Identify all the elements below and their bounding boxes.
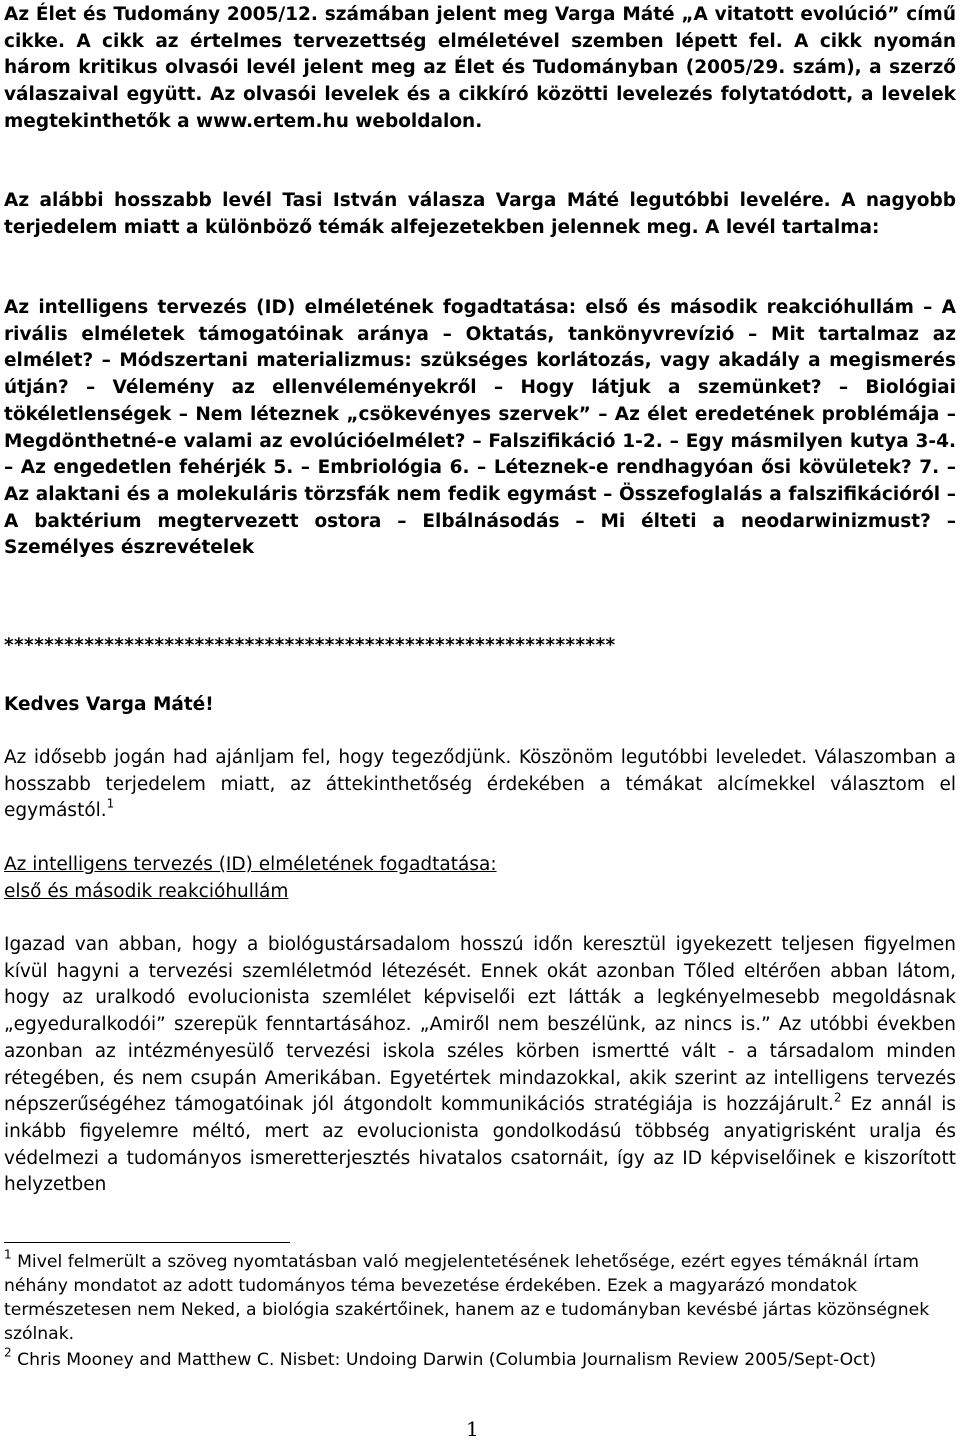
toc-item: A baktérium megtervezett ostora (4, 510, 382, 532)
toc-item: Személyes észrevételek (4, 537, 255, 559)
salutation: Kedves Varga Máté! (4, 694, 214, 715)
toc-item: Falszifikáció 1-2. (488, 430, 663, 452)
toc-separator: – (469, 457, 494, 479)
toc-item: Elbálnásodás (422, 510, 560, 532)
toc-item: Mit tartalmaz az elmélet? (4, 323, 956, 372)
footnote-divider (4, 1242, 290, 1243)
table-of-contents (4, 295, 956, 562)
toc-item: Mi élteti a neodarwinizmust? (600, 510, 931, 532)
intro-paragraph-2: Az alábbi hosszabb levél Tasi István válasza Varga Máté legutóbbi levelére. A nagyobb terjedelem miatt a különböző témák alfejezetekben jelennek meg. A levél tartalma: (4, 190, 956, 238)
toc-item: Léteznek-e rendhagyóan ősi kövületek? 7. (493, 457, 940, 479)
toc-item: Megdönthetné-e valami az evolúcióelmélet? (4, 430, 466, 452)
toc-separator: – (93, 350, 120, 372)
toc-separator: – (428, 323, 466, 345)
toc-item: Módszertani materializmus: szükséges korlátozás, vagy akadály a megismerés útján? (4, 350, 956, 399)
toc-separator: – (596, 483, 619, 505)
footnote-1-text: Mivel felmerült a szöveg nyomtatásban való megjelentetésének lehetősége, ezért egyes témáknál írtam néhány mondatot az adott tudományos téma bevezetése érdekében. Ezek a magyarázó mondatok természetesen nem Neked, a biológia szakértőinek, hanem az e tudományban kevésbé jártas közönségnek szólnak. (4, 1252, 930, 1344)
letter-paragraph-2-text-b: Ez annál is inkább figyelemre méltó, mert az evolucionista gondolkodású többség anyatigrisként uralja és védelmezi a tudományos ismeretterjesztés hivatalos csatornáit, így az ID képviselőinek e kiszorított helyzetben (4, 1094, 956, 1196)
footnote-1-number: 1 (4, 1247, 12, 1262)
toc-separator: – (559, 510, 601, 532)
toc-item: Összefoglalás a falszifikációról (618, 483, 941, 505)
section-heading-line-2: első és második reakcióhullám (4, 880, 289, 902)
toc-separator: – (734, 323, 772, 345)
toc-separator: – (171, 403, 196, 425)
toc-separator: – (4, 457, 21, 479)
footnote-ref-1: 1 (106, 797, 115, 812)
toc-separator: – (939, 457, 956, 479)
toc-item: Embriológia 6. (317, 457, 470, 479)
letter-paragraph-2 (4, 932, 956, 1199)
letter-paragraph-2-text-a: Igazad van abban, hogy a biológustársadalom hosszú időn keresztül igyekezett teljesen figyelmen kívül hagyni a tervezési szemléletmód létezését. Ennek okát azonban Tőled eltérően abban látom, hogy az uralkodó evolucionista szemlélet képviselői ezt látták a legkényelmesebb megoldásnak „egyeduralkodói” szerepük fenntartásához. „Amiről nem beszélünk, az nincs is.” Az utóbbi években azonban az intézményesülő tervezési iskola széles körben ismertté vált - a társadalom minden rétegében, és nem csupán Amerikában. Egyetértek mindazokkal, akik szerint az intelligens tervezés népszerűségéhez támogatóinak jól átgondolt kommunikációs stratégiája is hozzájárult. (4, 934, 956, 1116)
toc-separator: – (381, 510, 423, 532)
toc-item: Vélemény az ellenvéleményekről (112, 377, 477, 399)
footnote-1 (4, 1247, 956, 1346)
toc-separator: – (590, 403, 615, 425)
letter-paragraph-1-text: Az idősebb jogán had ajánljam fel, hogy tegeződjünk. Köszönöm legutóbbi leveledet. Válaszomban a hosszabb terjedelem miatt, az áttekinthetőség érdekében a témákat alcímekkel választom el egymástól. (4, 747, 956, 822)
toc-separator: – (476, 377, 521, 399)
footnote-2-text: Chris Mooney and Matthew C. Nisbet: Undoing Darwin (Columbia Journalism Review 2005/Sept-Oct) (11, 1350, 877, 1370)
footnote-2-number: 2 (4, 1345, 12, 1360)
footnote-ref-2: 2 (833, 1090, 842, 1105)
intro-paragraph-1: Az Élet és Tudomány 2005/12. számában jelent meg Varga Máté „A vitatott evolúció” című cikke. A cikk az értelmes tervezettség elméletével szemben lépett fel. A cikk nyomán három kritikus olvasói levél jelent meg az Élet és Tudományban (2005/29. szám), a szerző válaszaival együtt. Az olvasói levelek és a cikkíró közötti levelezés folytatódott, a levelek megtekinthetők a www.ertem.hu weboldalon. (4, 4, 956, 132)
letter-paragraph-1 (4, 745, 956, 825)
toc-item: A rivális elméletek támogatóinak aránya (4, 297, 956, 345)
toc-separator: – (940, 483, 956, 505)
toc-separator: – (939, 403, 957, 425)
toc-separator: – (913, 297, 942, 318)
page-number: 1 (466, 1417, 479, 1441)
toc-item: Nem léteznek „csökevényes szervek” (195, 403, 591, 425)
toc-separator: – (821, 377, 866, 399)
toc-item: Az élet eredetének problémája (614, 403, 940, 425)
toc-separator: – (68, 377, 113, 399)
footnote-2 (4, 1345, 956, 1372)
section-heading (4, 852, 497, 905)
section-heading-line-1: Az intelligens tervezés (ID) elméletének fogadtatása: (4, 854, 497, 875)
toc-item: Az engedetlen fehérjék 5. (20, 457, 294, 479)
toc-separator: – (293, 457, 318, 479)
toc-item: Biológiai tökéletlenségek (4, 377, 957, 425)
toc-item: Egy másmilyen kutya 3-4. (685, 430, 956, 452)
toc-item: Hogy látjuk a szemünket? (520, 377, 822, 399)
toc-separator: – (465, 430, 489, 452)
toc-separator: – (930, 510, 956, 532)
toc-separator: – (662, 430, 686, 452)
toc-item: Az alaktani és a molekuláris törzsfák nem fedik egymást (4, 483, 597, 505)
separator-line: ************************************************************* (4, 635, 616, 656)
toc-item: Az intelligens tervezés (ID) elméletének fogadtatása: első és második reakcióhullám (4, 297, 914, 318)
toc-item: Oktatás, tankönyvrevízió (465, 323, 735, 345)
